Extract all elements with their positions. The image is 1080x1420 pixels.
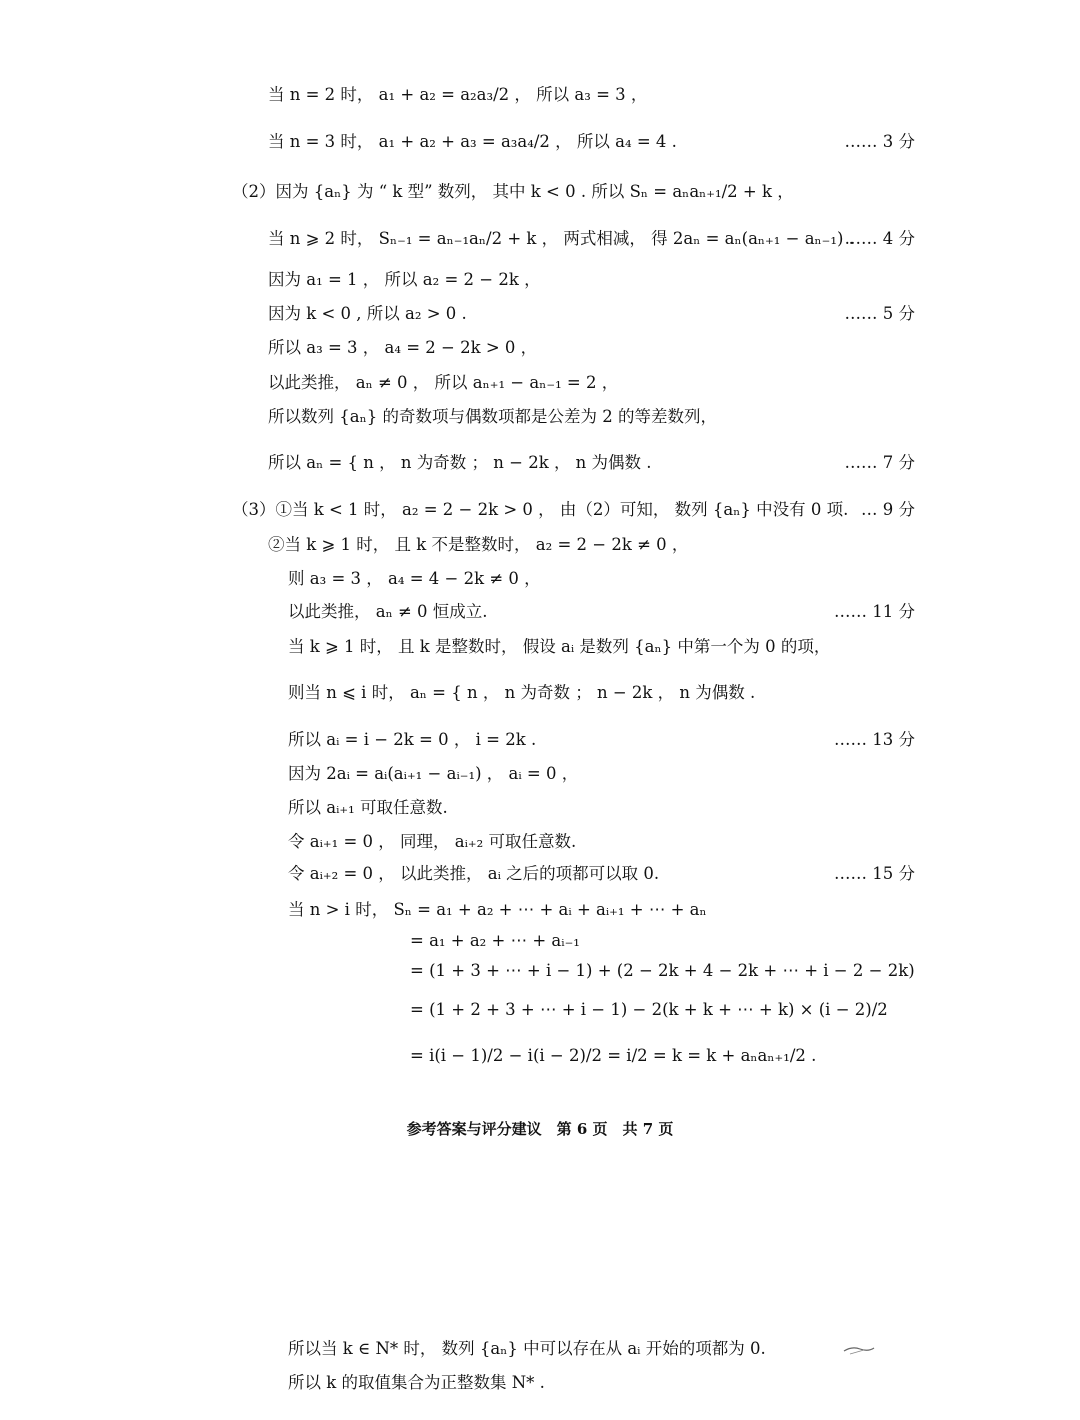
score-3: …… 3 分 xyxy=(844,132,915,151)
line-piecewise-an-i: 则当 n ⩽ i 时， aₙ = { n ， n 为奇数 ； n − 2k ， n 为偶数 . xyxy=(288,683,756,702)
score-4: …… 4 分 xyxy=(844,229,915,248)
line-next-arbitrary: 所以 aᵢ₊₁ 可取任意数. xyxy=(288,798,448,817)
line-by-analogy: 以此类推， aₙ ≠ 0 ， 所以 aₙ₊₁ − aₙ₋₁ = 2 ， xyxy=(268,373,619,392)
line-ai-zero: 所以 aᵢ = i − 2k = 0 ， i = 2k . xyxy=(288,730,537,749)
line-sum-step3: = (1 + 2 + 3 + ⋯ + i − 1) − 2(k + k + ⋯ + k) × (i − 2)/2 xyxy=(410,999,888,1019)
line-case2: ②当 k ⩾ 1 时， 且 k 不是整数时， a₂ = 2 − 2k ≠ 0 ， xyxy=(268,535,689,554)
page-footer: 参考答案与评分建议 第 6 页 共 7 页 xyxy=(406,1120,674,1138)
line-case2-a3: 则 a₃ = 3 ， a₄ = 4 − 2k ≠ 0 ， xyxy=(288,569,541,588)
line-a2-positive: 因为 k < 0 , 所以 a₂ > 0 . xyxy=(268,304,467,323)
line-all-zero: 令 aᵢ₊₂ = 0 ， 以此类推， aᵢ 之后的项都可以取 0. xyxy=(288,864,660,883)
line-a3-a4: 所以 a₃ = 3 ， a₄ = 2 − 2k > 0 ， xyxy=(268,338,538,357)
score-13: …… 13 分 xyxy=(834,730,915,749)
line-part2-intro: （2）因为 {aₙ} 为 “ k 型” 数列， 其中 k < 0 . 所以 Sₙ = aₙaₙ₊₁/2 + k ， xyxy=(232,182,794,201)
line-sum-step2: = (1 + 3 + ⋯ + i − 1) + (2 − 2k + 4 − 2k + ⋯ + i − 2 − 2k) xyxy=(410,960,915,980)
line-piecewise-an: 所以 aₙ = { n ， n 为奇数 ； n − 2k ， n 为偶数 . xyxy=(268,453,652,472)
line-conclusion-2: 所以 k 的取值集合为正整数集 N* . xyxy=(288,1373,545,1392)
line-recurrence-zero: 因为 2aᵢ = aᵢ(aᵢ₊₁ − aᵢ₋₁) ， aᵢ = 0 ， xyxy=(288,764,579,783)
score-15: …… 15 分 xyxy=(834,864,915,883)
line-case2-nonzero: 以此类推， aₙ ≠ 0 恒成立. xyxy=(288,602,488,621)
score-7: …… 7 分 xyxy=(844,453,915,472)
score-11: …… 11 分 xyxy=(834,602,915,621)
line-part3-case1: （3）①当 k < 1 时， a₂ = 2 − 2k > 0 ， 由（2）可知， 数列 {aₙ} 中没有 0 项. xyxy=(232,500,849,519)
line-let-next-zero: 令 aᵢ₊₁ = 0 ， 同理， aᵢ₊₂ 可取任意数. xyxy=(288,832,577,851)
line-conclusion-1: 所以当 k ∈ N* 时， 数列 {aₙ} 中可以存在从 aᵢ 开始的项都为 0. xyxy=(288,1339,766,1358)
line-sum-result: = i(i − 1)/2 − i(i − 2)/2 = i/2 = k = k + aₙaₙ₊₁/2 . xyxy=(410,1045,817,1065)
line-a2: 因为 a₁ = 1 ， 所以 a₂ = 2 − 2k ， xyxy=(268,270,541,289)
line-arithmetic: 所以数列 {aₙ} 的奇数项与偶数项都是公差为 2 的等差数列， xyxy=(268,407,717,426)
score-5: …… 5 分 xyxy=(844,304,915,323)
line-sum-sn: 当 n > i 时， Sₙ = a₁ + a₂ + ⋯ + aᵢ + aᵢ₊₁ + ⋯ + aₙ xyxy=(288,900,707,919)
line-case-integer: 当 k ⩾ 1 时， 且 k 是整数时， 假设 aᵢ 是数列 {aₙ} 中第一个为 0 的项， xyxy=(288,637,831,656)
pen-scribble-icon xyxy=(842,1343,876,1359)
score-9: … 9 分 xyxy=(861,500,915,519)
line-sum-step1: = a₁ + a₂ + ⋯ + aᵢ₋₁ xyxy=(410,930,580,950)
line-subtract: 当 n ⩾ 2 时， Sₙ₋₁ = aₙ₋₁aₙ/2 + k ， 两式相减， 得 2aₙ = aₙ(aₙ₊₁ − aₙ₋₁) . xyxy=(268,229,854,248)
line-n3: 当 n = 3 时， a₁ + a₂ + a₃ = a₃a₄/2 ， 所以 a₄ = 4 . xyxy=(268,132,677,151)
line-n2: 当 n = 2 时， a₁ + a₂ = a₂a₃/2 ， 所以 a₃ = 3 ， xyxy=(268,85,648,104)
